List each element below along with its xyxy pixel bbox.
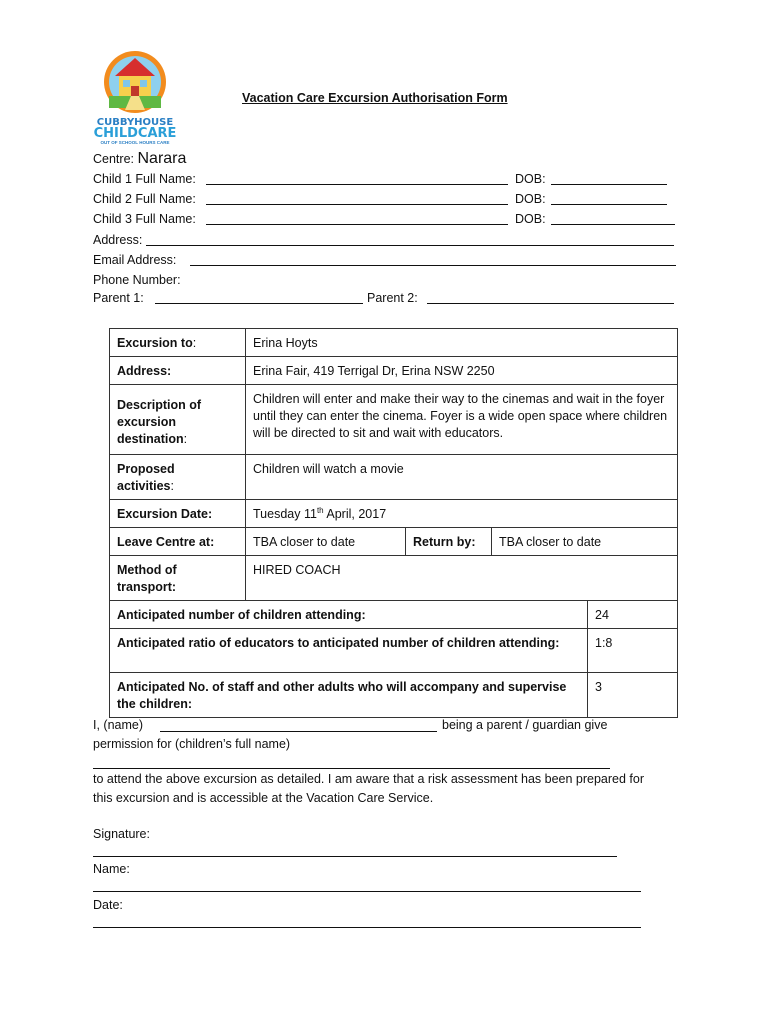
staff-value: 3	[588, 673, 678, 718]
table-row	[110, 385, 678, 455]
description-label: Description of excursion destination:	[110, 385, 246, 455]
table-row	[110, 673, 678, 718]
excursion-table	[109, 328, 678, 718]
leave-value: TBA closer to date	[246, 528, 406, 556]
excursion-address-value: Erina Fair, 419 Terrigal Dr, Erina NSW 2250	[246, 357, 678, 385]
form-title: Vacation Care Excursion Authorisation Form	[242, 91, 508, 105]
attend-text: to attend the above excursion as detailed. I am aware that a risk assessment has been prepared for this excursion and is accessible at the Vacation Care Service.	[93, 772, 645, 805]
table-row	[110, 455, 678, 500]
transport-value: HIRED COACH	[246, 556, 678, 601]
child1-dob-label: DOB:	[515, 172, 546, 186]
date-label: Date:	[93, 898, 123, 912]
date-value-sup: th	[316, 505, 324, 515]
table-row	[110, 329, 678, 357]
cubbyhouse-logo	[93, 48, 177, 148]
date-field[interactable]	[93, 927, 641, 928]
consent-line1	[93, 716, 143, 735]
date-value	[246, 500, 678, 528]
name-field[interactable]	[93, 891, 641, 892]
logo-line2: CHILDCARE	[93, 126, 177, 141]
parent2-label: Parent 2:	[367, 291, 418, 305]
child1-dob-field[interactable]	[551, 184, 667, 185]
excursion-to-value: Erina Hoyts	[246, 329, 678, 357]
activities-label: Proposed activities:	[110, 455, 246, 500]
date-value-day: Tuesday 11	[253, 507, 317, 521]
child1-name-field[interactable]	[206, 184, 508, 185]
email-label: Email Address:	[93, 253, 177, 267]
activities-value: Children will watch a movie	[246, 455, 678, 500]
transport-label	[110, 556, 246, 601]
excursion-address-label: Address:	[110, 357, 246, 385]
permission-text: permission for (children’s full name)	[93, 737, 291, 751]
child3-label: Child 3 Full Name:	[93, 212, 196, 226]
table-row	[110, 528, 678, 556]
table-row	[110, 357, 678, 385]
staff-label: Anticipated No. of staff and other adults who will accompany and supervise the children:	[110, 673, 588, 718]
table-row	[110, 601, 678, 629]
date-value-rest: April, 2017	[323, 507, 387, 521]
parent1-field[interactable]	[155, 303, 363, 304]
being-text: being a parent / guardian give	[442, 718, 608, 732]
child2-dob-label: DOB:	[515, 192, 546, 206]
parent1-label: Parent 1:	[93, 291, 144, 305]
name-label: Name:	[93, 862, 130, 876]
children-name-field[interactable]	[93, 768, 610, 769]
ratio-label: Anticipated ratio of educators to anticipated number of children attending:	[110, 629, 588, 673]
address-field[interactable]	[146, 245, 674, 246]
centre-value: Narara	[137, 150, 187, 167]
logo-line3: OUT OF SCHOOL HOURS CARE	[100, 140, 170, 145]
transport-label-1: Method of	[117, 563, 177, 577]
excursion-to-label: Excursion to:	[110, 329, 246, 357]
transport-label-2: transport:	[117, 580, 177, 594]
email-field[interactable]	[190, 265, 676, 266]
signature-label: Signature:	[93, 827, 150, 841]
parent2-field[interactable]	[427, 303, 674, 304]
child1-label: Child 1 Full Name:	[93, 172, 196, 186]
return-label: Return by:	[406, 528, 492, 556]
activities-label-1: Proposed	[117, 462, 175, 476]
logo-line1: CUBBYHOUSE	[96, 117, 174, 128]
table-row	[110, 629, 678, 673]
child3-name-field[interactable]	[206, 224, 508, 225]
phone-label: Phone Number:	[93, 273, 181, 287]
centre-label-text: Centre:	[93, 152, 134, 166]
description-value: Children will enter and make their way to the cinemas and wait in the foyer until they can enter the cinema. Foyer is a wide open space where children will be directed to sit and wait with educators.	[246, 385, 678, 455]
description-label-3: destination	[117, 432, 184, 446]
return-value: TBA closer to date	[492, 528, 678, 556]
description-label-2: excursion	[117, 415, 177, 429]
children-label: Anticipated number of children attending:	[110, 601, 588, 629]
child2-dob-field[interactable]	[551, 204, 667, 205]
table-row	[110, 500, 678, 528]
child3-dob-label: DOB:	[515, 212, 546, 226]
ratio-value: 1:8	[588, 629, 678, 673]
child2-name-field[interactable]	[206, 204, 508, 205]
address-label: Address:	[93, 233, 143, 247]
description-label-1: Description of	[117, 398, 202, 412]
parent-name-field[interactable]	[160, 731, 437, 732]
table-row	[110, 556, 678, 601]
centre-label	[93, 151, 186, 167]
child3-dob-field[interactable]	[551, 224, 675, 225]
date-label: Excursion Date:	[110, 500, 246, 528]
excursion-to-label-text: Excursion to	[117, 336, 193, 350]
children-value: 24	[588, 601, 678, 629]
activities-label-2: activities	[117, 479, 171, 493]
i-name-label: I, (name)	[93, 718, 144, 732]
leave-label: Leave Centre at:	[110, 528, 246, 556]
child2-label: Child 2 Full Name:	[93, 192, 196, 206]
signature-field[interactable]	[93, 856, 617, 857]
